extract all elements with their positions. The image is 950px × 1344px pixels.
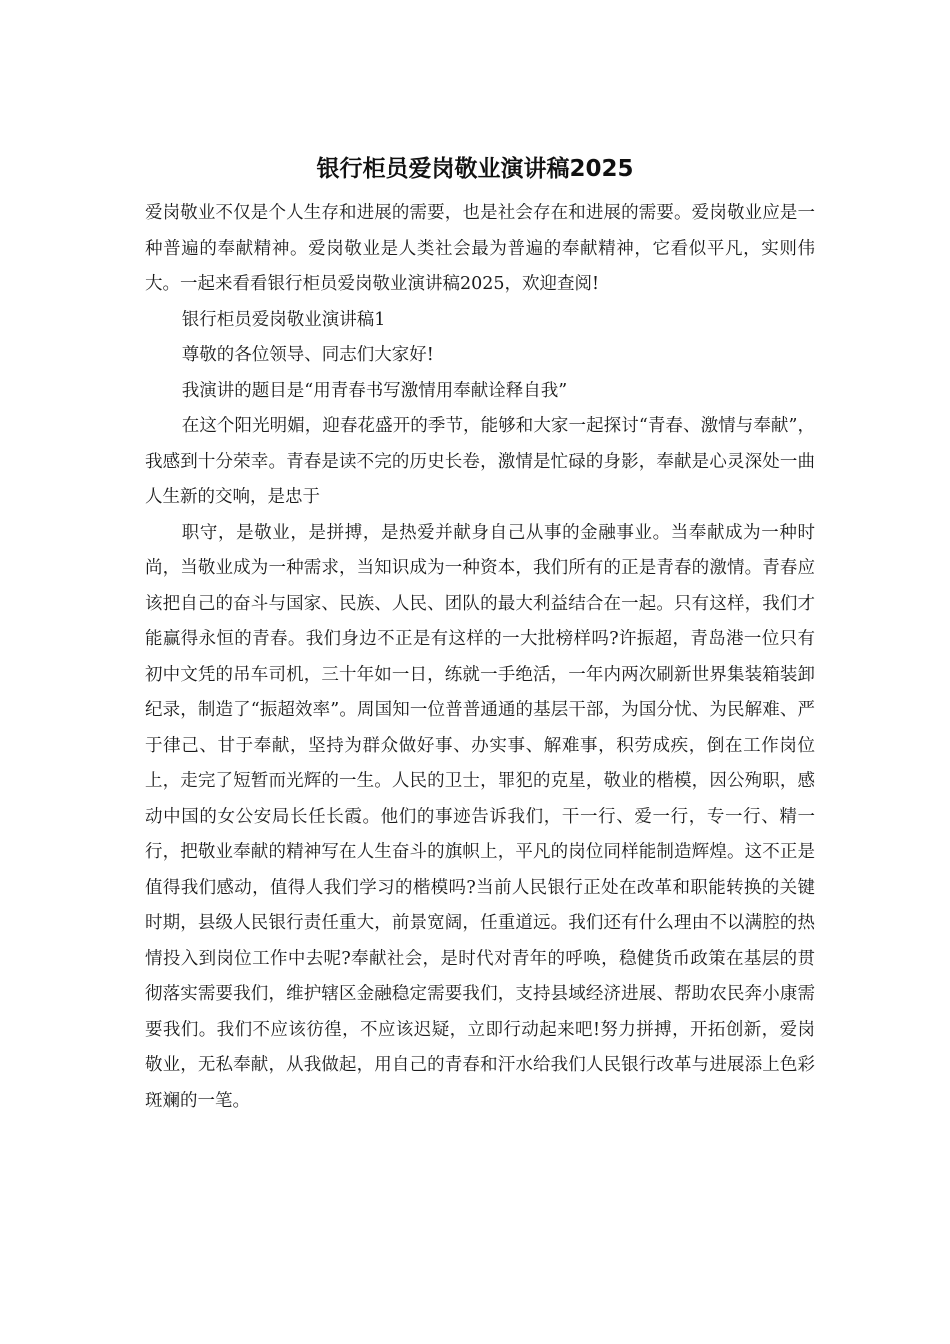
section-heading: 银行柜员爱岗敬业演讲稿1: [181, 309, 386, 330]
document-body: [145, 196, 815, 1119]
topic-paragraph: 我演讲的题目是“用青春书写激情用奉献诠释自我”: [181, 380, 568, 401]
greeting-paragraph: 尊敬的各位领导、同志们大家好!: [181, 345, 434, 365]
body-paragraph-1: 在这个阳光明媚，迎春花盛开的季节，能够和大家一起探讨“青春、激情与奉献”，我感到十分荣幸。青春是读不完的历史长卷，激情是忙碌的身影，奉献是心灵深处一曲人生新的交响，是忠于: [145, 416, 815, 507]
document-title: 银行柜员爱岗敬业演讲稿2025: [316, 156, 634, 182]
body-paragraph-2: 职守，是敬业，是拼搏，是热爱并献身自己从事的金融事业。当奉献成为一种时尚，当敬业成为一种需求，当知识成为一种资本，我们所有的正是青春的激情。青春应该把自己的奋斗与国家、民族、人民、团队的最大利益结合在一起。只有这样，我们才能赢得永恒的青春。我们身边不正是有这样的一大批榜样吗?许振超，青岛港一位只有初中文凭的吊车司机，三十年如一日，练就一手绝活，一年内两次刷新世界集装箱装卸纪录，制造了“振超效率”。周国知一位普普通通的基层干部，为国分忧、为民解难、严于律己、甘于奉献，坚持为群众做好事、办实事、解难事，积劳成疾，倒在工作岗位上，走完了短暂而光辉的一生。人民的卫士，罪犯的克星，敬业的楷模，因公殉职，感动中国的女公安局长任长霞。他们的事迹告诉我们，干一行、爱一行，专一行、精一行，把敬业奉献的精神写在人生奋斗的旗帜上，平凡的岗位同样能制造辉煌。这不正是值得我们感动，值得人我们学习的楷模吗?当前人民银行正处在改革和职能转换的关键时期，县级人民银行责任重大，前景宽阔，任重道远。我们还有什么理由不以满腔的热情投入到岗位工作中去呢?奉献社会，是时代对青年的呼唤，稳健货币政策在基层的贯彻落实需要我们，维护辖区金融稳定需要我们，支持县域经济进展、帮助农民奔小康需要我们。我们不应该彷徨，不应该迟疑，立即行动起来吧!努力拼搏，开拓创新，爱岗敬业，无私奉献，从我做起，用自己的青春和汗水给我们人民银行改革与进展添上色彩斑斓的一笔。: [145, 522, 815, 1111]
intro-paragraph: 爱岗敬业不仅是个人生存和进展的需要，也是社会存在和进展的需要。爱岗敬业应是一种普遍的奉献精神。爱岗敬业是人类社会最为普遍的奉献精神，它看似平凡，实则伟大。一起来看看银行柜员爱岗敬业演讲稿2025，欢迎查阅!: [145, 203, 815, 294]
